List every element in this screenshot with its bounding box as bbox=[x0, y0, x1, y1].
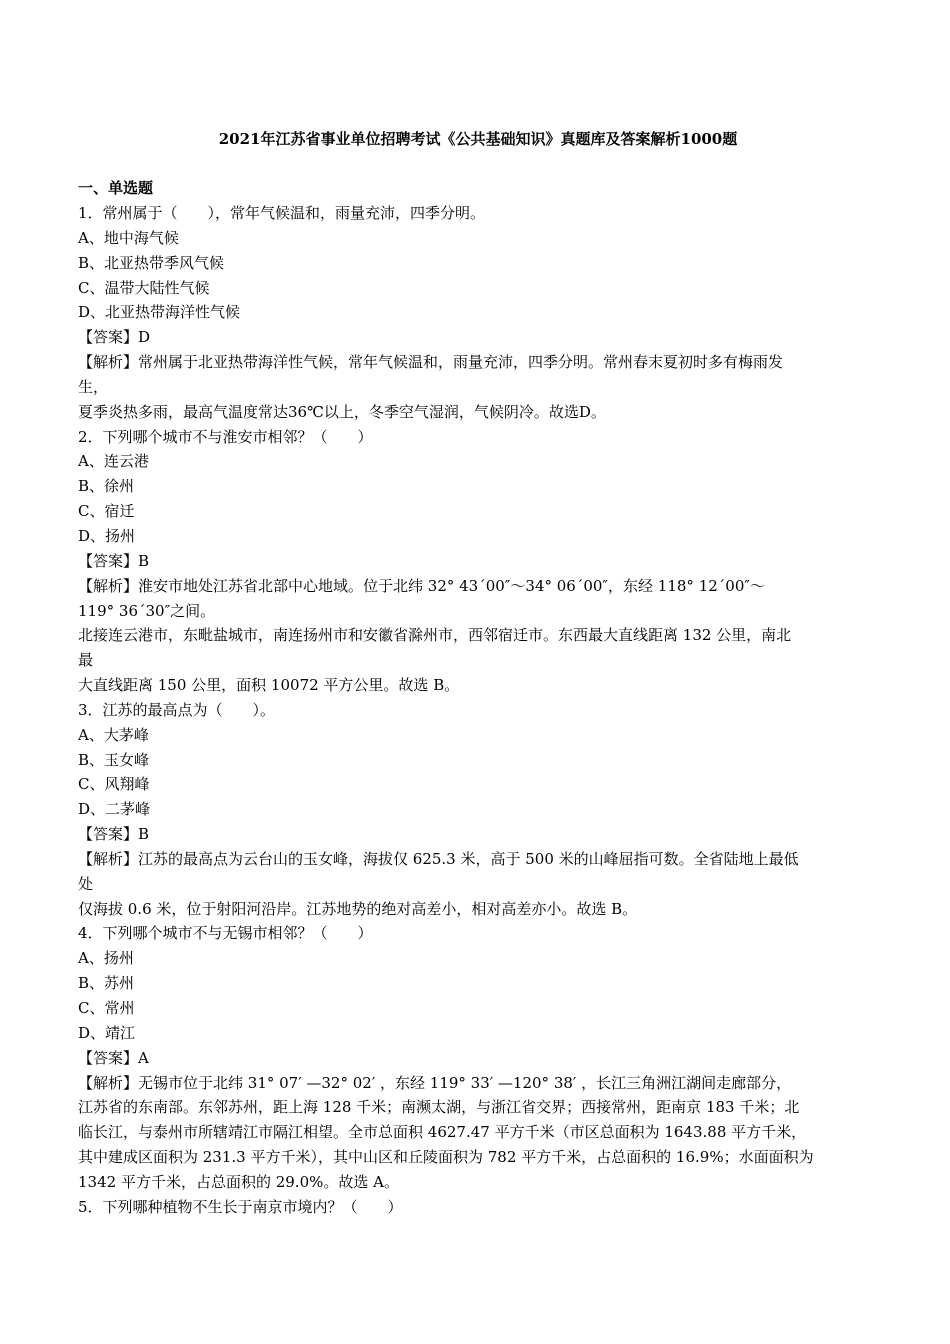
explanation-line: 【解析】江苏的最高点为云台山的玉女峰，海拔仅 625.3 米，高于 500 米的山峰屈指可数。全省陆地上最低 bbox=[78, 849, 799, 868]
option-line: A、连云港 bbox=[78, 452, 149, 471]
answer-line: 【答案】D bbox=[78, 328, 151, 347]
question-line: 3．江苏的最高点为（ ）。 bbox=[78, 700, 276, 719]
explanation-line: 生， bbox=[78, 377, 109, 396]
option-line: D、扬州 bbox=[78, 526, 136, 545]
explanation-line: 【解析】无锡市位于北纬 31° 07′ —32° 02′ ，东经 119° 33′ —120° 38′ ，长江三角洲江湖间走廊部分， bbox=[78, 1073, 792, 1092]
question-line: 4．下列哪个城市不与无锡市相邻？（ ） bbox=[78, 924, 373, 943]
option-line: D、北亚热带海洋性气候 bbox=[78, 303, 241, 322]
explanation-line: 最 bbox=[78, 651, 94, 670]
explanation-line: 处 bbox=[78, 874, 94, 893]
answer-line: 【答案】B bbox=[78, 825, 150, 844]
option-line: B、苏州 bbox=[78, 974, 135, 993]
option-line: A、扬州 bbox=[78, 949, 134, 968]
question-list bbox=[78, 201, 878, 1220]
explanation-line: 其中建成区面积为 231.3 平方千米），其中山区和丘陵面积为 782 平方千米，占总面积的 16.9%；水面面积为 bbox=[78, 1148, 814, 1167]
question-line: 1．常州属于（ ），常年气候温和，雨量充沛，四季分明。 bbox=[78, 204, 486, 222]
option-line: A、地中海气候 bbox=[78, 228, 179, 247]
explanation-line: 119° 36´30″之间。 bbox=[78, 601, 216, 620]
explanation-line: 【解析】淮安市地处江苏省北部中心地域。位于北纬 32° 43´00″～34° 06´00″，东经 118° 12´00″～ bbox=[78, 576, 765, 595]
question-line: 5．下列哪种植物不生长于南京市境内？（ ） bbox=[78, 1197, 403, 1216]
option-line: C、温带大陆性气候 bbox=[78, 278, 210, 297]
option-line: B、玉女峰 bbox=[78, 750, 150, 769]
explanation-line: 夏季炎热多雨，最高气温度常达36℃以上，冬季空气湿润，气候阴冷。故选D。 bbox=[78, 402, 606, 421]
question-line: 2．下列哪个城市不与淮安市相邻？（ ） bbox=[78, 427, 373, 446]
option-line: C、宿迁 bbox=[78, 502, 135, 521]
option-line: D、二茅峰 bbox=[78, 800, 151, 819]
explanation-line: 北接连云港市，东毗盐城市，南连扬州市和安徽省滁州市，西邻宿迁市。东西最大直线距离 132 公里，南北 bbox=[78, 626, 792, 645]
explanation-line: 大直线距离 150 公里，面积 10072 平方公里。故选 B。 bbox=[78, 676, 460, 695]
document-body bbox=[78, 176, 878, 1220]
option-line: D、靖江 bbox=[78, 1023, 136, 1042]
option-line: B、徐州 bbox=[78, 477, 135, 496]
document-title: 2021年江苏省事业单位招聘考试《公共基础知识》真题库及答案解析1000题 bbox=[218, 130, 738, 148]
option-line: C、风翔峰 bbox=[78, 775, 150, 794]
explanation-line: 仅海拔 0.6 米，位于射阳河沿岸。江苏地势的绝对高差小，相对高差亦小。故选 B。 bbox=[78, 899, 638, 918]
option-line: B、北亚热带季风气候 bbox=[78, 253, 225, 272]
explanation-line: 【解析】常州属于北亚热带海洋性气候，常年气候温和，雨量充沛，四季分明。常州春末夏初时多有梅雨发 bbox=[78, 353, 784, 372]
explanation-line: 临长江，与泰州市所辖靖江市隔江相望。全市总面积 4627.47 平方千米（市区总面积为 1643.88 平方千米， bbox=[78, 1123, 807, 1142]
option-line: A、大茅峰 bbox=[78, 725, 149, 744]
option-line: C、常州 bbox=[78, 999, 135, 1017]
answer-line: 【答案】A bbox=[78, 1048, 149, 1067]
explanation-line: 江苏省的东南部。东邻苏州，距上海 128 千米；南濒太湖，与浙江省交界；西接常州，距南京 183 千米；北 bbox=[78, 1098, 800, 1117]
explanation-line: 1342 平方千米，占总面积的 29.0%。故选 A。 bbox=[78, 1172, 399, 1191]
section-heading: 一、单选题 bbox=[78, 179, 154, 197]
answer-line: 【答案】B bbox=[78, 551, 150, 570]
